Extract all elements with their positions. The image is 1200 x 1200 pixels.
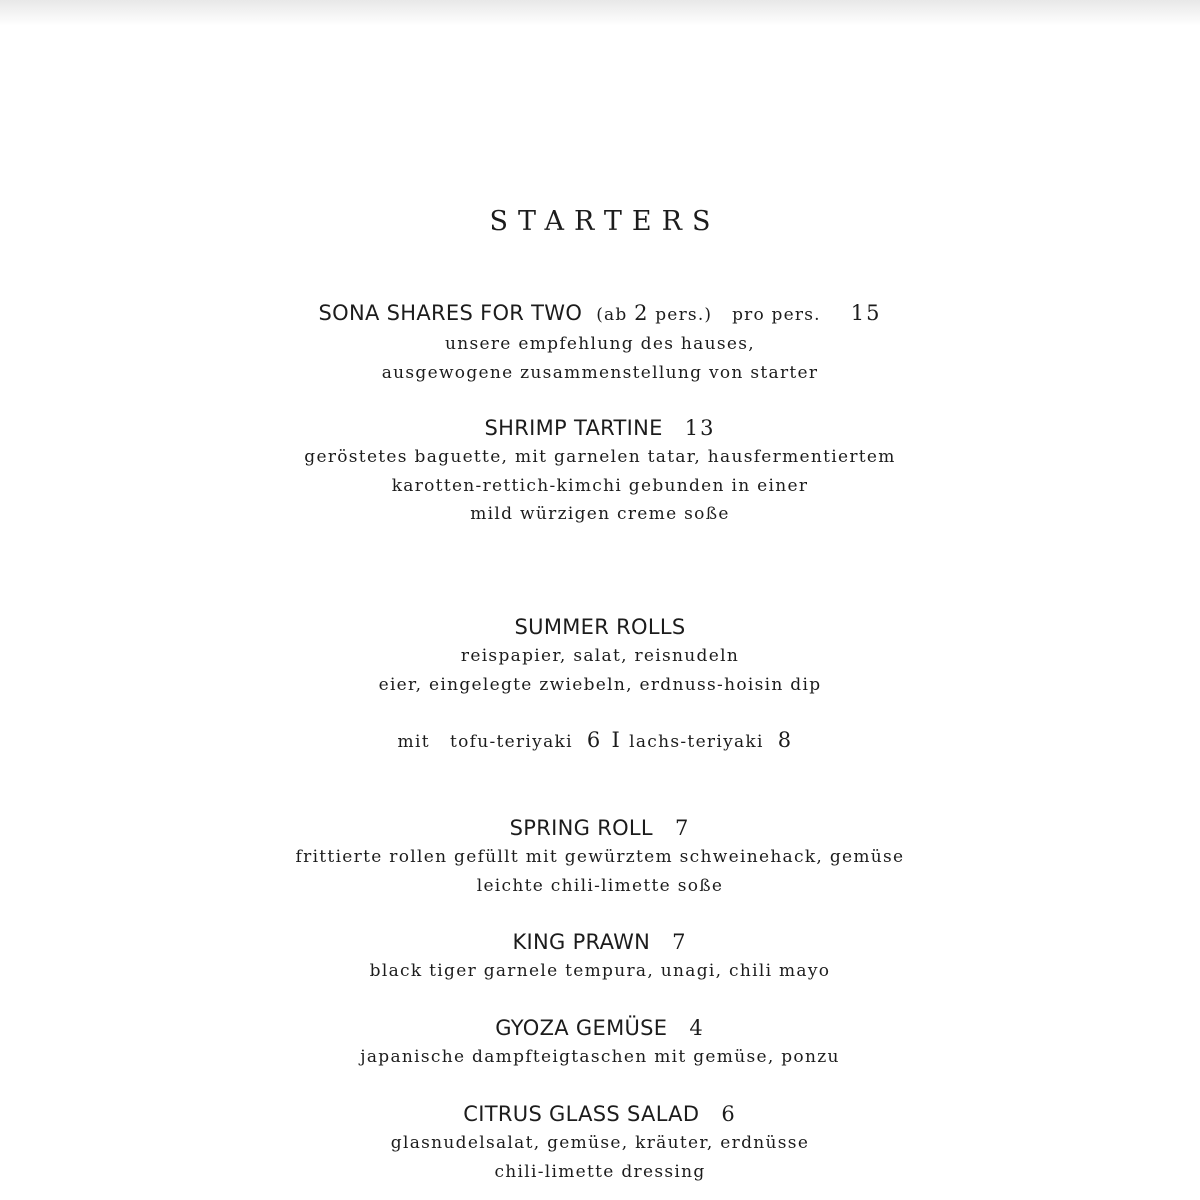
item-name: GYOZA GEMÜSE xyxy=(495,1016,668,1040)
item-price: 6 xyxy=(721,1102,737,1126)
variant-separator: I xyxy=(611,728,622,752)
item-name: SHRIMP TARTINE xyxy=(484,416,663,440)
item-name: CITRUS GLASS SALAD xyxy=(463,1102,700,1126)
note-number: 2 xyxy=(634,301,649,325)
item-title-line xyxy=(0,612,1200,642)
item-title-line xyxy=(0,1099,1200,1129)
item-description-line: glasnudelsalat, gemüse, kräuter, erdnüsse xyxy=(390,1133,810,1153)
note-suffix: pro pers. xyxy=(732,305,821,325)
item-price: 13 xyxy=(684,416,716,440)
variant-price-lachs: 8 xyxy=(777,728,793,752)
menu-item-citrus-glass-salad xyxy=(0,1099,1200,1186)
item-variants xyxy=(0,725,1200,757)
item-name: SPRING ROLL xyxy=(509,816,653,840)
item-title-line xyxy=(0,1013,1200,1043)
variant-price-tofu: 6 xyxy=(586,728,602,752)
item-description-line: mild würzigen creme soße xyxy=(470,504,730,524)
note-close: pers.) xyxy=(648,305,713,325)
item-description-line: chili-limette dressing xyxy=(494,1161,706,1182)
menu-item-spring-roll xyxy=(0,813,1200,900)
item-title-line xyxy=(0,298,1200,330)
variant-option-tofu: tofu-teriyaki xyxy=(449,732,573,752)
item-title-line xyxy=(0,413,1200,443)
item-description-line: black tiger garnele tempura, unagi, chili mayo xyxy=(369,961,831,981)
item-note xyxy=(596,301,821,325)
item-description-line: japanische dampfteigtaschen mit gemüse, ponzu xyxy=(360,1047,840,1067)
item-description-line: karotten-rettich-kimchi gebunden in einer xyxy=(391,475,809,496)
item-description-line: eier, eingelegte zwiebeln, erdnuss-hoisin dip xyxy=(378,674,822,695)
item-description-line: unsere empfehlung des hauses, xyxy=(445,334,755,354)
top-edge-shadow xyxy=(0,0,1200,26)
item-price: 7 xyxy=(674,816,691,840)
item-description-line: geröstetes baguette, mit garnelen tatar, hausfermentiertem xyxy=(304,447,896,467)
menu-item-gyoza-gemuese xyxy=(0,1013,1200,1072)
item-title-line xyxy=(0,927,1200,957)
item-description-line: reispapier, salat, reisnudeln xyxy=(460,646,740,666)
item-description-line: leichte chili-limette soße xyxy=(476,875,724,896)
menu-item-king-prawn xyxy=(0,927,1200,986)
item-name: SONA SHARES FOR TWO xyxy=(318,301,583,325)
variant-prefix: mit xyxy=(397,732,430,752)
menu-item-sona-shares xyxy=(0,298,1200,387)
menu-item-summer-rolls xyxy=(0,612,1200,757)
item-price: 4 xyxy=(689,1016,705,1040)
item-description-line: ausgewogene zusammenstellung von starter xyxy=(381,362,819,383)
item-description-line: frittierte rollen gefüllt mit gewürztem schweinehack, gemüse xyxy=(295,847,905,867)
variant-option-lachs: lachs-teriyaki xyxy=(629,732,764,752)
menu-item-shrimp-tartine xyxy=(0,413,1200,529)
section-title: STARTERS xyxy=(489,206,721,237)
note-open: (ab xyxy=(596,305,635,325)
item-price: 15 xyxy=(850,301,882,325)
item-name: SUMMER ROLLS xyxy=(514,615,686,639)
item-price: 7 xyxy=(672,930,688,954)
item-name: KING PRAWN xyxy=(512,930,651,954)
item-title-line xyxy=(0,813,1200,843)
